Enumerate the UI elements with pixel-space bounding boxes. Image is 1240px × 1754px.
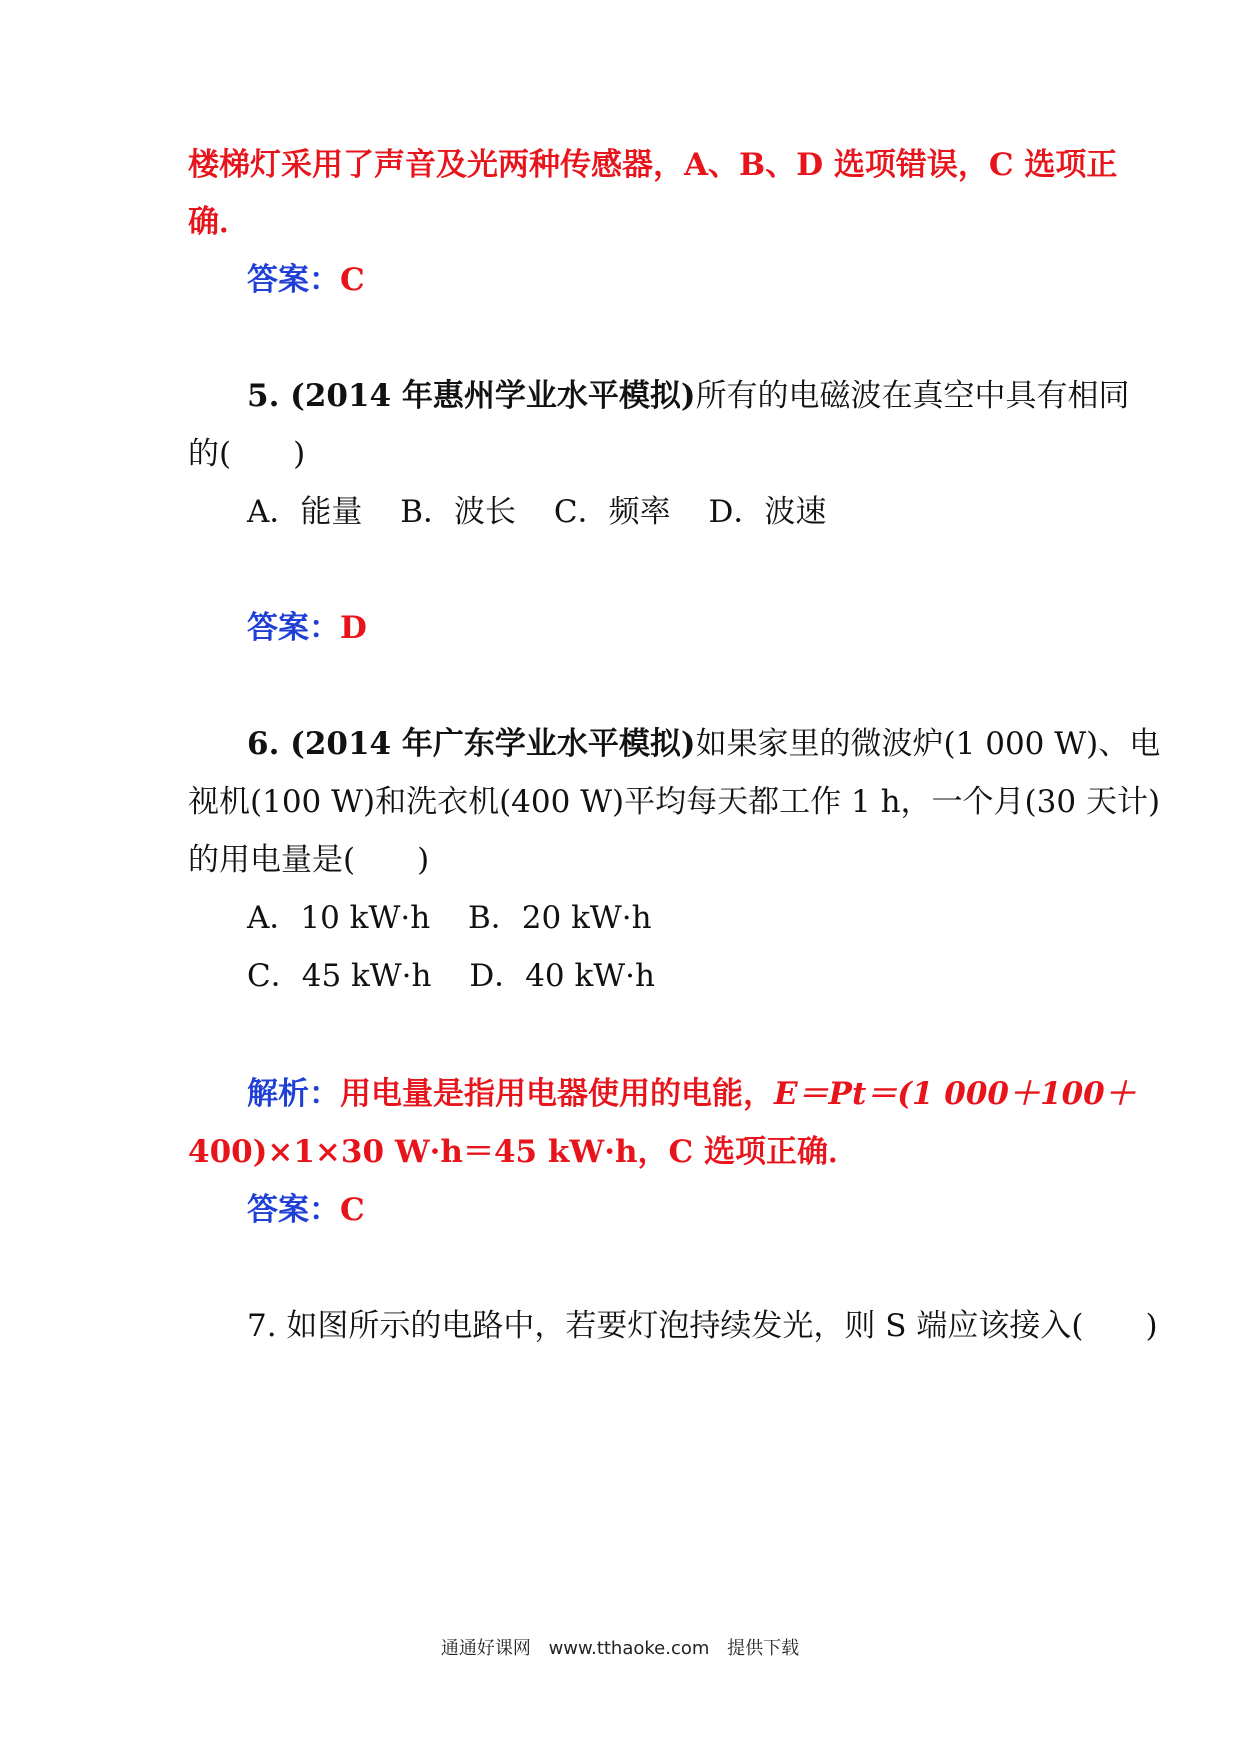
- footer-site-name: 通通好课网: [440, 1638, 531, 1659]
- q6-options-row2: [247, 956, 683, 996]
- q6-option-d: D．40 kW·h: [469, 958, 655, 994]
- footer-suffix: 提供下载: [727, 1638, 800, 1659]
- q6-analysis-formula: E＝Pt＝(1 000＋100＋: [774, 1076, 1136, 1112]
- answer-label: 答案：: [247, 262, 340, 298]
- answer-value: D: [340, 610, 367, 646]
- q6-options-row1: [247, 898, 680, 938]
- footer-url: www.tthaoke.com: [548, 1638, 710, 1659]
- q6-option-a: A．10 kW·h: [247, 900, 431, 936]
- q5-option-b: B．波长: [400, 494, 517, 530]
- q6-answer: [247, 1190, 365, 1230]
- q6-analysis-line1: [247, 1074, 1136, 1114]
- q5-option-a: A．能量: [247, 494, 363, 530]
- q5-options: [247, 492, 854, 532]
- q6-stem-prefix: 6. (2014 年广东学业水平模拟): [247, 726, 696, 762]
- analysis-label: 解析：: [247, 1076, 340, 1112]
- answer-value: C: [340, 1192, 365, 1228]
- q6-stem-line1: [247, 724, 1160, 764]
- q5-stem-prefix: 5. (2014 年惠州学业水平模拟): [247, 378, 696, 414]
- q5-stem-line1: [247, 376, 1130, 416]
- answer-label: 答案：: [247, 1192, 340, 1228]
- q4-answer: [247, 260, 365, 300]
- answer-label: 答案：: [247, 610, 340, 646]
- q5-option-c: C．频率: [553, 494, 671, 530]
- q6-option-b: B．20 kW·h: [468, 900, 652, 936]
- q6-stem-line2: 视机(100 W)和洗衣机(400 W)平均每天都工作 1 h，一个月(30 天计): [188, 784, 1161, 820]
- answer-value: C: [340, 262, 365, 298]
- q5-answer: [247, 608, 367, 648]
- q6-analysis-text: 用电量是指用电器使用的电能，: [340, 1076, 774, 1112]
- page-footer: [0, 1634, 1240, 1660]
- q4-analysis-line2: 确．: [188, 204, 250, 240]
- q5-stem-line2: 的( ): [188, 436, 306, 472]
- q6-analysis-line2: 400)×1×30 W·h＝45 kW·h，C 选项正确．: [188, 1134, 859, 1170]
- q5-stem-text: 所有的电磁波在真空中具有相同: [695, 378, 1130, 414]
- q6-stem-line3: 的用电量是( ): [188, 842, 430, 878]
- q7-stem: 7. 如图所示的电路中，若要灯泡持续发光，则 S 端应该接入( ): [247, 1308, 1158, 1344]
- q5-option-d: D．波速: [708, 494, 827, 530]
- q4-analysis-line1: 楼梯灯采用了声音及光两种传感器，A、B、D 选项错误，C 选项正: [188, 147, 1118, 183]
- q6-stem-text: 如果家里的微波炉(1 000 W)、电: [695, 726, 1161, 762]
- q6-option-c: C．45 kW·h: [247, 958, 432, 994]
